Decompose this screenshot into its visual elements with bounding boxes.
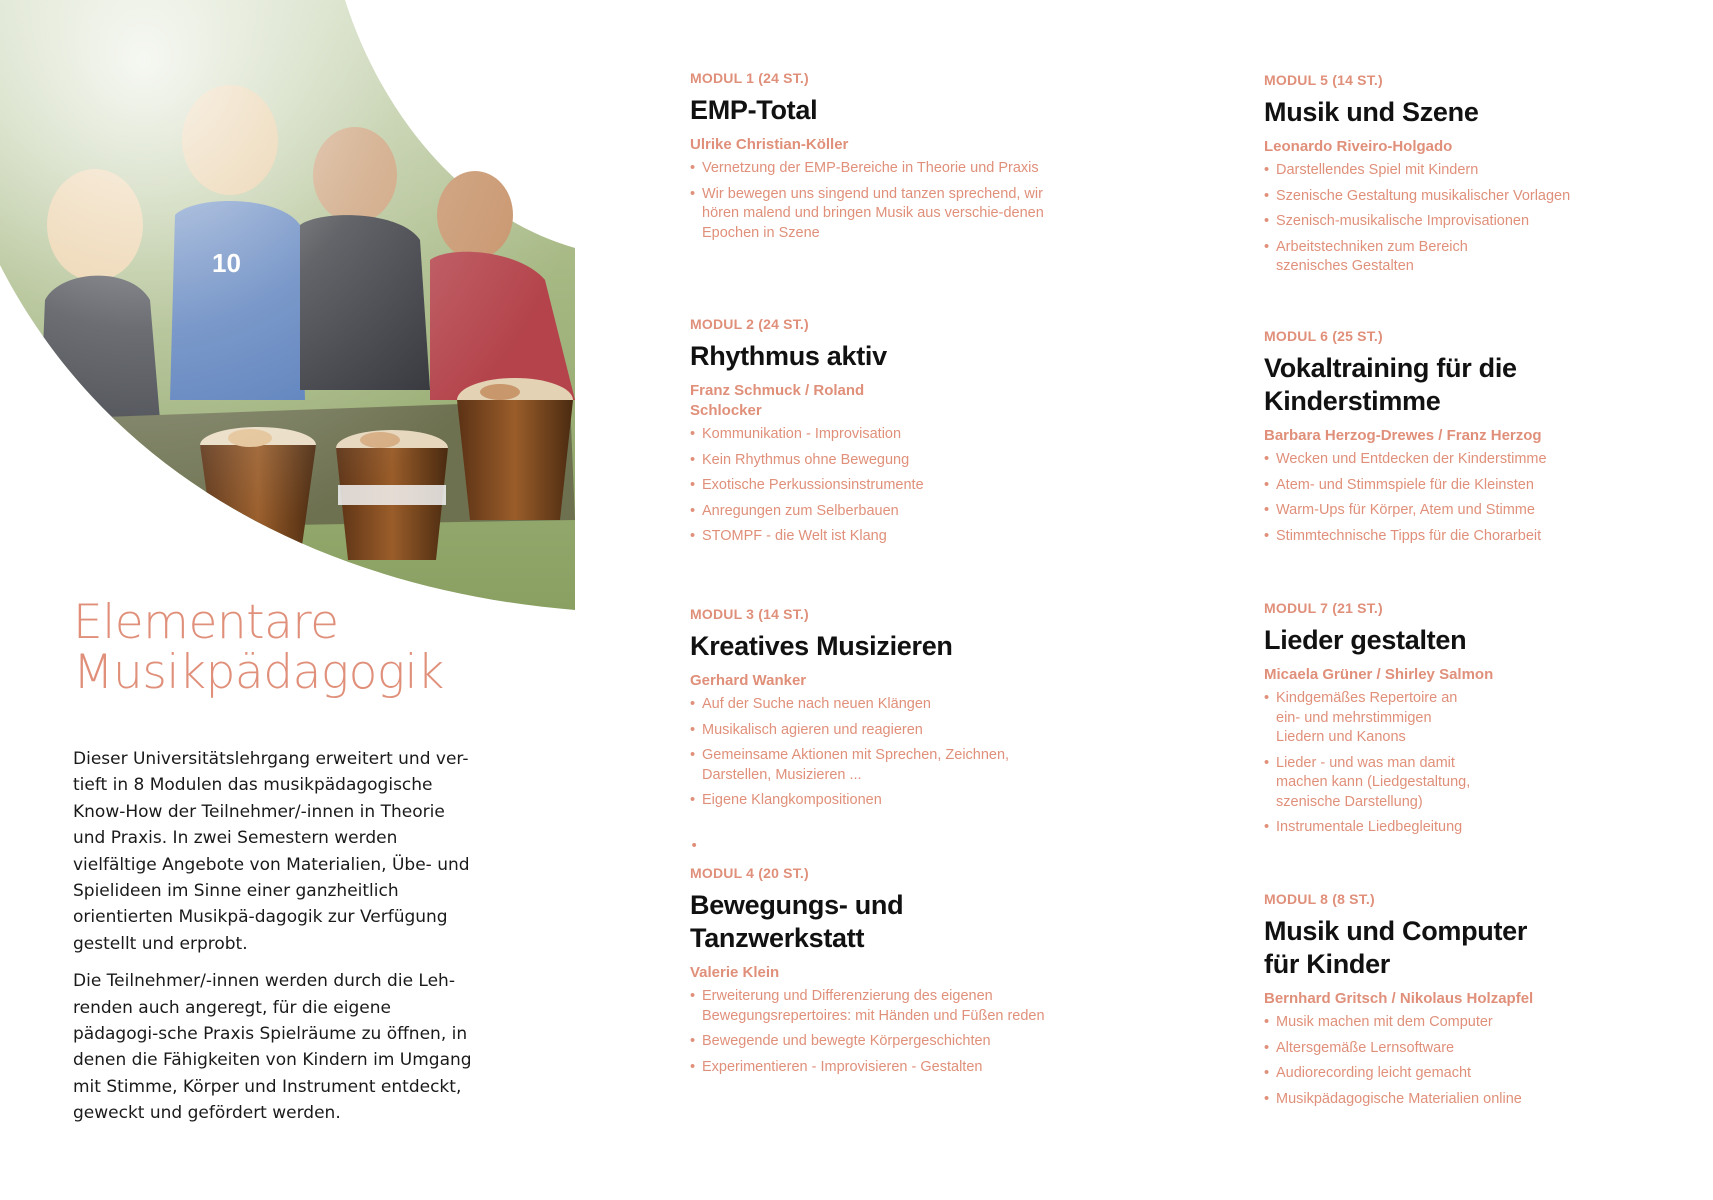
- module-teacher: Valerie Klein: [690, 964, 780, 981]
- module-topic-list: [690, 159, 1080, 243]
- module-teacher: Leonardo Riveiro-Holgado: [1264, 138, 1453, 155]
- module-label: MODUL 6 (25 ST.): [1264, 328, 1383, 344]
- page-title-line-2: Musikpädagogik: [73, 645, 444, 700]
- module-topic: • Atem- und Stimmspiele für die Kleinsten: [1264, 476, 1654, 496]
- module-title: EMP-Total: [690, 95, 818, 125]
- module-topic: • Szenisch-musikalische Improvisationen: [1264, 212, 1654, 232]
- module-topic-list: [690, 695, 1080, 811]
- module-topic: • Lieder - und was man damit machen kann (Liedgestaltung, szenische Darstellung): [1264, 754, 1506, 813]
- page-title-line-1: Elementare: [73, 595, 339, 650]
- module-teacher: Gerhard Wanker: [690, 672, 807, 689]
- module-topic: • STOMPF - die Welt ist Klang: [690, 527, 1080, 547]
- module-topic-list: [1264, 161, 1654, 277]
- module-label: MODUL 8 (8 ST.): [1264, 891, 1375, 907]
- module-topic: • Darstellendes Spiel mit Kindern: [1264, 161, 1654, 181]
- module-1: [690, 70, 1080, 249]
- module-topic: • Kein Rhythmus ohne Bewegung: [690, 451, 1080, 471]
- module-6: [1264, 328, 1654, 552]
- module-topic-list: [1264, 450, 1654, 546]
- module-topic: • Vernetzung der EMP-Bereiche in Theorie und Praxis: [690, 159, 1080, 179]
- module-topic: • Wir bewegen uns singend und tanzen sprechend, wir hören malend und bringen Musik aus verschie-denen Epochen in Szene: [690, 185, 1080, 244]
- intro-paragraph: Die Teilnehmer/-innen werden durch die Leh-renden auch angeregt, für die eigene pädagogi-sche Praxis Spielräume zu öffnen, in denen die Fähigkeiten von Kindern im Umgang mit Stimme, Körper und Instrument entdeckt, geweckt und gefördert werden.: [73, 971, 472, 1124]
- module-label: MODUL 4 (20 ST.): [690, 865, 809, 881]
- module-teacher: Franz Schmuck / Roland Schlocker: [690, 382, 865, 419]
- module-label: MODUL 5 (14 ST.): [1264, 72, 1383, 88]
- module-topic: • Wecken und Entdecken der Kinderstimme: [1264, 450, 1654, 470]
- module-topic-list: [690, 425, 1080, 547]
- module-label: MODUL 3 (14 ST.): [690, 606, 809, 622]
- module-topic: • Audiorecording leicht gemacht: [1264, 1064, 1654, 1084]
- module-title: Musik und Szene: [1264, 97, 1479, 127]
- module-2: [690, 316, 1080, 553]
- module-topic: • Musikpädagogische Materialien online: [1264, 1090, 1654, 1110]
- module-topic: • Kindgemäßes Repertoire an ein- und mehrstimmigen Liedern und Kanons: [1264, 689, 1476, 748]
- module-3: [690, 606, 1080, 817]
- module-topic-list: [690, 987, 1080, 1077]
- module-topic: • Anregungen zum Selberbauen: [690, 502, 1080, 522]
- module-teacher: Ulrike Christian-Köller: [690, 136, 849, 153]
- module-title: Bewegungs- und Tanzwerkstatt: [690, 890, 904, 953]
- module-label: MODUL 7 (21 ST.): [1264, 600, 1383, 616]
- module-7: [1264, 600, 1654, 844]
- module-topic: • Auf der Suche nach neuen Klängen: [690, 695, 1080, 715]
- module-topic: • Erweiterung und Differenzierung des eigenen Bewegungsrepertoires: mit Händen und Füßen reden: [690, 987, 1080, 1026]
- module-topic-list: [1264, 1013, 1654, 1109]
- module-teacher: Bernhard Gritsch / Nikolaus Holzapfel: [1264, 990, 1534, 1007]
- module-title: Rhythmus aktiv: [690, 341, 887, 371]
- module-topic-list: [1264, 689, 1654, 838]
- stray-bullet: •: [690, 838, 699, 854]
- module-topic: • Experimentieren - Improvisieren - Gestalten: [690, 1058, 1080, 1078]
- module-teacher: Barbara Herzog-Drewes / Franz Herzog: [1264, 427, 1542, 444]
- module-label: MODUL 2 (24 ST.): [690, 316, 809, 332]
- module-topic: • Szenische Gestaltung musikalischer Vorlagen: [1264, 187, 1654, 207]
- module-title: Kreatives Musizieren: [690, 631, 953, 661]
- module-topic: • Exotische Perkussionsinstrumente: [690, 476, 1080, 496]
- module-topic: • Musik machen mit dem Computer: [1264, 1013, 1654, 1033]
- module-topic: • Instrumentale Liedbegleitung: [1264, 818, 1654, 838]
- module-topic: • Arbeitstechniken zum Bereich szenisches Gestalten: [1264, 238, 1506, 277]
- module-label: MODUL 1 (24 ST.): [690, 70, 809, 86]
- photo-illustration: [0, 0, 575, 610]
- intro-paragraph: Dieser Universitätslehrgang erweitert und ver-tieft in 8 Modulen das musikpädagogische Know-How der Teilnehmer/-innen in Theorie und Praxis. In zwei Semestern werden vielfältige Angebote von Materialien, Übe- und Spielideen im Sinne einer ganzheitlich orientierten Musikpä-dagogik zur Verfügung gestellt und erprobt.: [73, 749, 470, 954]
- module-4: [690, 865, 1080, 1083]
- module-title: Lieder gestalten: [1264, 625, 1467, 655]
- module-5: [1264, 72, 1654, 283]
- module-topic: • Musikalisch agieren und reagieren: [690, 721, 1080, 741]
- module-8: [1264, 891, 1654, 1115]
- module-topic: • Gemeinsame Aktionen mit Sprechen, Zeichnen, Darstellen, Musizieren ...: [690, 746, 1080, 785]
- module-topic: • Bewegende und bewegte Körpergeschichten: [690, 1032, 1080, 1052]
- module-topic: • Kommunikation - Improvisation: [690, 425, 1080, 445]
- module-topic: • Warm-Ups für Körper, Atem und Stimme: [1264, 501, 1654, 521]
- page-title: [73, 595, 444, 700]
- children-drumming-photo: [0, 0, 575, 610]
- module-title: Musik und Computer für Kinder: [1264, 916, 1528, 979]
- module-topic: • Altersgemäße Lernsoftware: [1264, 1039, 1654, 1059]
- module-teacher: Micaela Grüner / Shirley Salmon: [1264, 666, 1494, 683]
- intro-text: [73, 746, 478, 1138]
- module-topic: • Stimmtechnische Tipps für die Chorarbeit: [1264, 527, 1654, 547]
- module-title: Vokaltraining für die Kinderstimme: [1264, 353, 1517, 416]
- module-topic: • Eigene Klangkompositionen: [690, 791, 1080, 811]
